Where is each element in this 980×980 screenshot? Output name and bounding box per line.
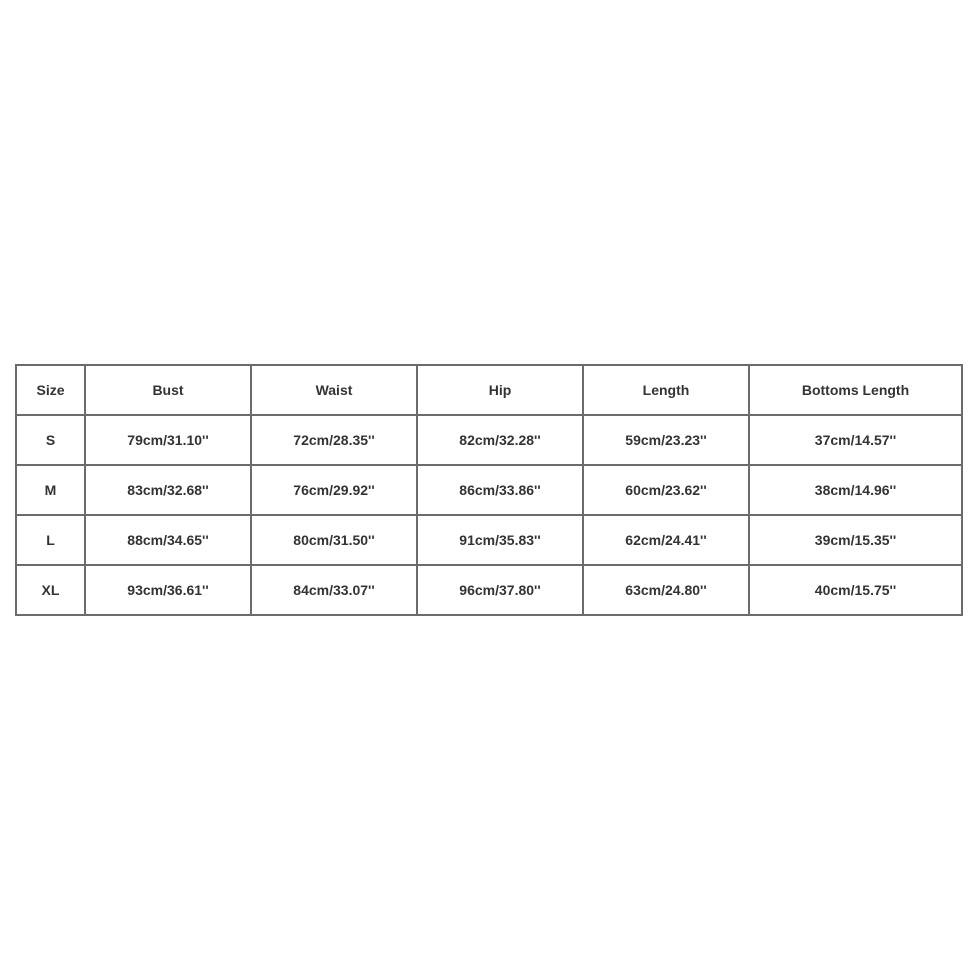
table-row: [17, 466, 961, 514]
header-size: Size: [17, 366, 84, 414]
size-cell: L: [17, 516, 84, 564]
header-bust: Bust: [86, 366, 250, 414]
table-row: [17, 516, 961, 564]
waist-cell: 72cm/28.35'': [252, 416, 416, 464]
bust-cell: 79cm/31.10'': [86, 416, 250, 464]
hip-cell: 82cm/32.28'': [418, 416, 582, 464]
bust-cell: 83cm/32.68'': [86, 466, 250, 514]
size-cell: S: [17, 416, 84, 464]
size-chart-table: [15, 364, 963, 616]
bust-cell: 88cm/34.65'': [86, 516, 250, 564]
waist-cell: 84cm/33.07'': [252, 566, 416, 614]
waist-cell: 80cm/31.50'': [252, 516, 416, 564]
header-bottoms-length: Bottoms Length: [750, 366, 961, 414]
hip-cell: 96cm/37.80'': [418, 566, 582, 614]
length-cell: 62cm/24.41'': [584, 516, 748, 564]
size-chart-body: [17, 416, 961, 614]
bottoms-length-cell: 38cm/14.96'': [750, 466, 961, 514]
length-cell: 59cm/23.23'': [584, 416, 748, 464]
table-row: [17, 566, 961, 614]
waist-cell: 76cm/29.92'': [252, 466, 416, 514]
hip-cell: 86cm/33.86'': [418, 466, 582, 514]
size-cell: XL: [17, 566, 84, 614]
length-cell: 63cm/24.80'': [584, 566, 748, 614]
bust-cell: 93cm/36.61'': [86, 566, 250, 614]
table-row: [17, 416, 961, 464]
header-row: [17, 366, 961, 414]
length-cell: 60cm/23.62'': [584, 466, 748, 514]
bottoms-length-cell: 40cm/15.75'': [750, 566, 961, 614]
hip-cell: 91cm/35.83'': [418, 516, 582, 564]
bottoms-length-cell: 37cm/14.57'': [750, 416, 961, 464]
header-length: Length: [584, 366, 748, 414]
header-hip: Hip: [418, 366, 582, 414]
size-chart-header: [17, 366, 961, 414]
header-waist: Waist: [252, 366, 416, 414]
size-cell: M: [17, 466, 84, 514]
bottoms-length-cell: 39cm/15.35'': [750, 516, 961, 564]
